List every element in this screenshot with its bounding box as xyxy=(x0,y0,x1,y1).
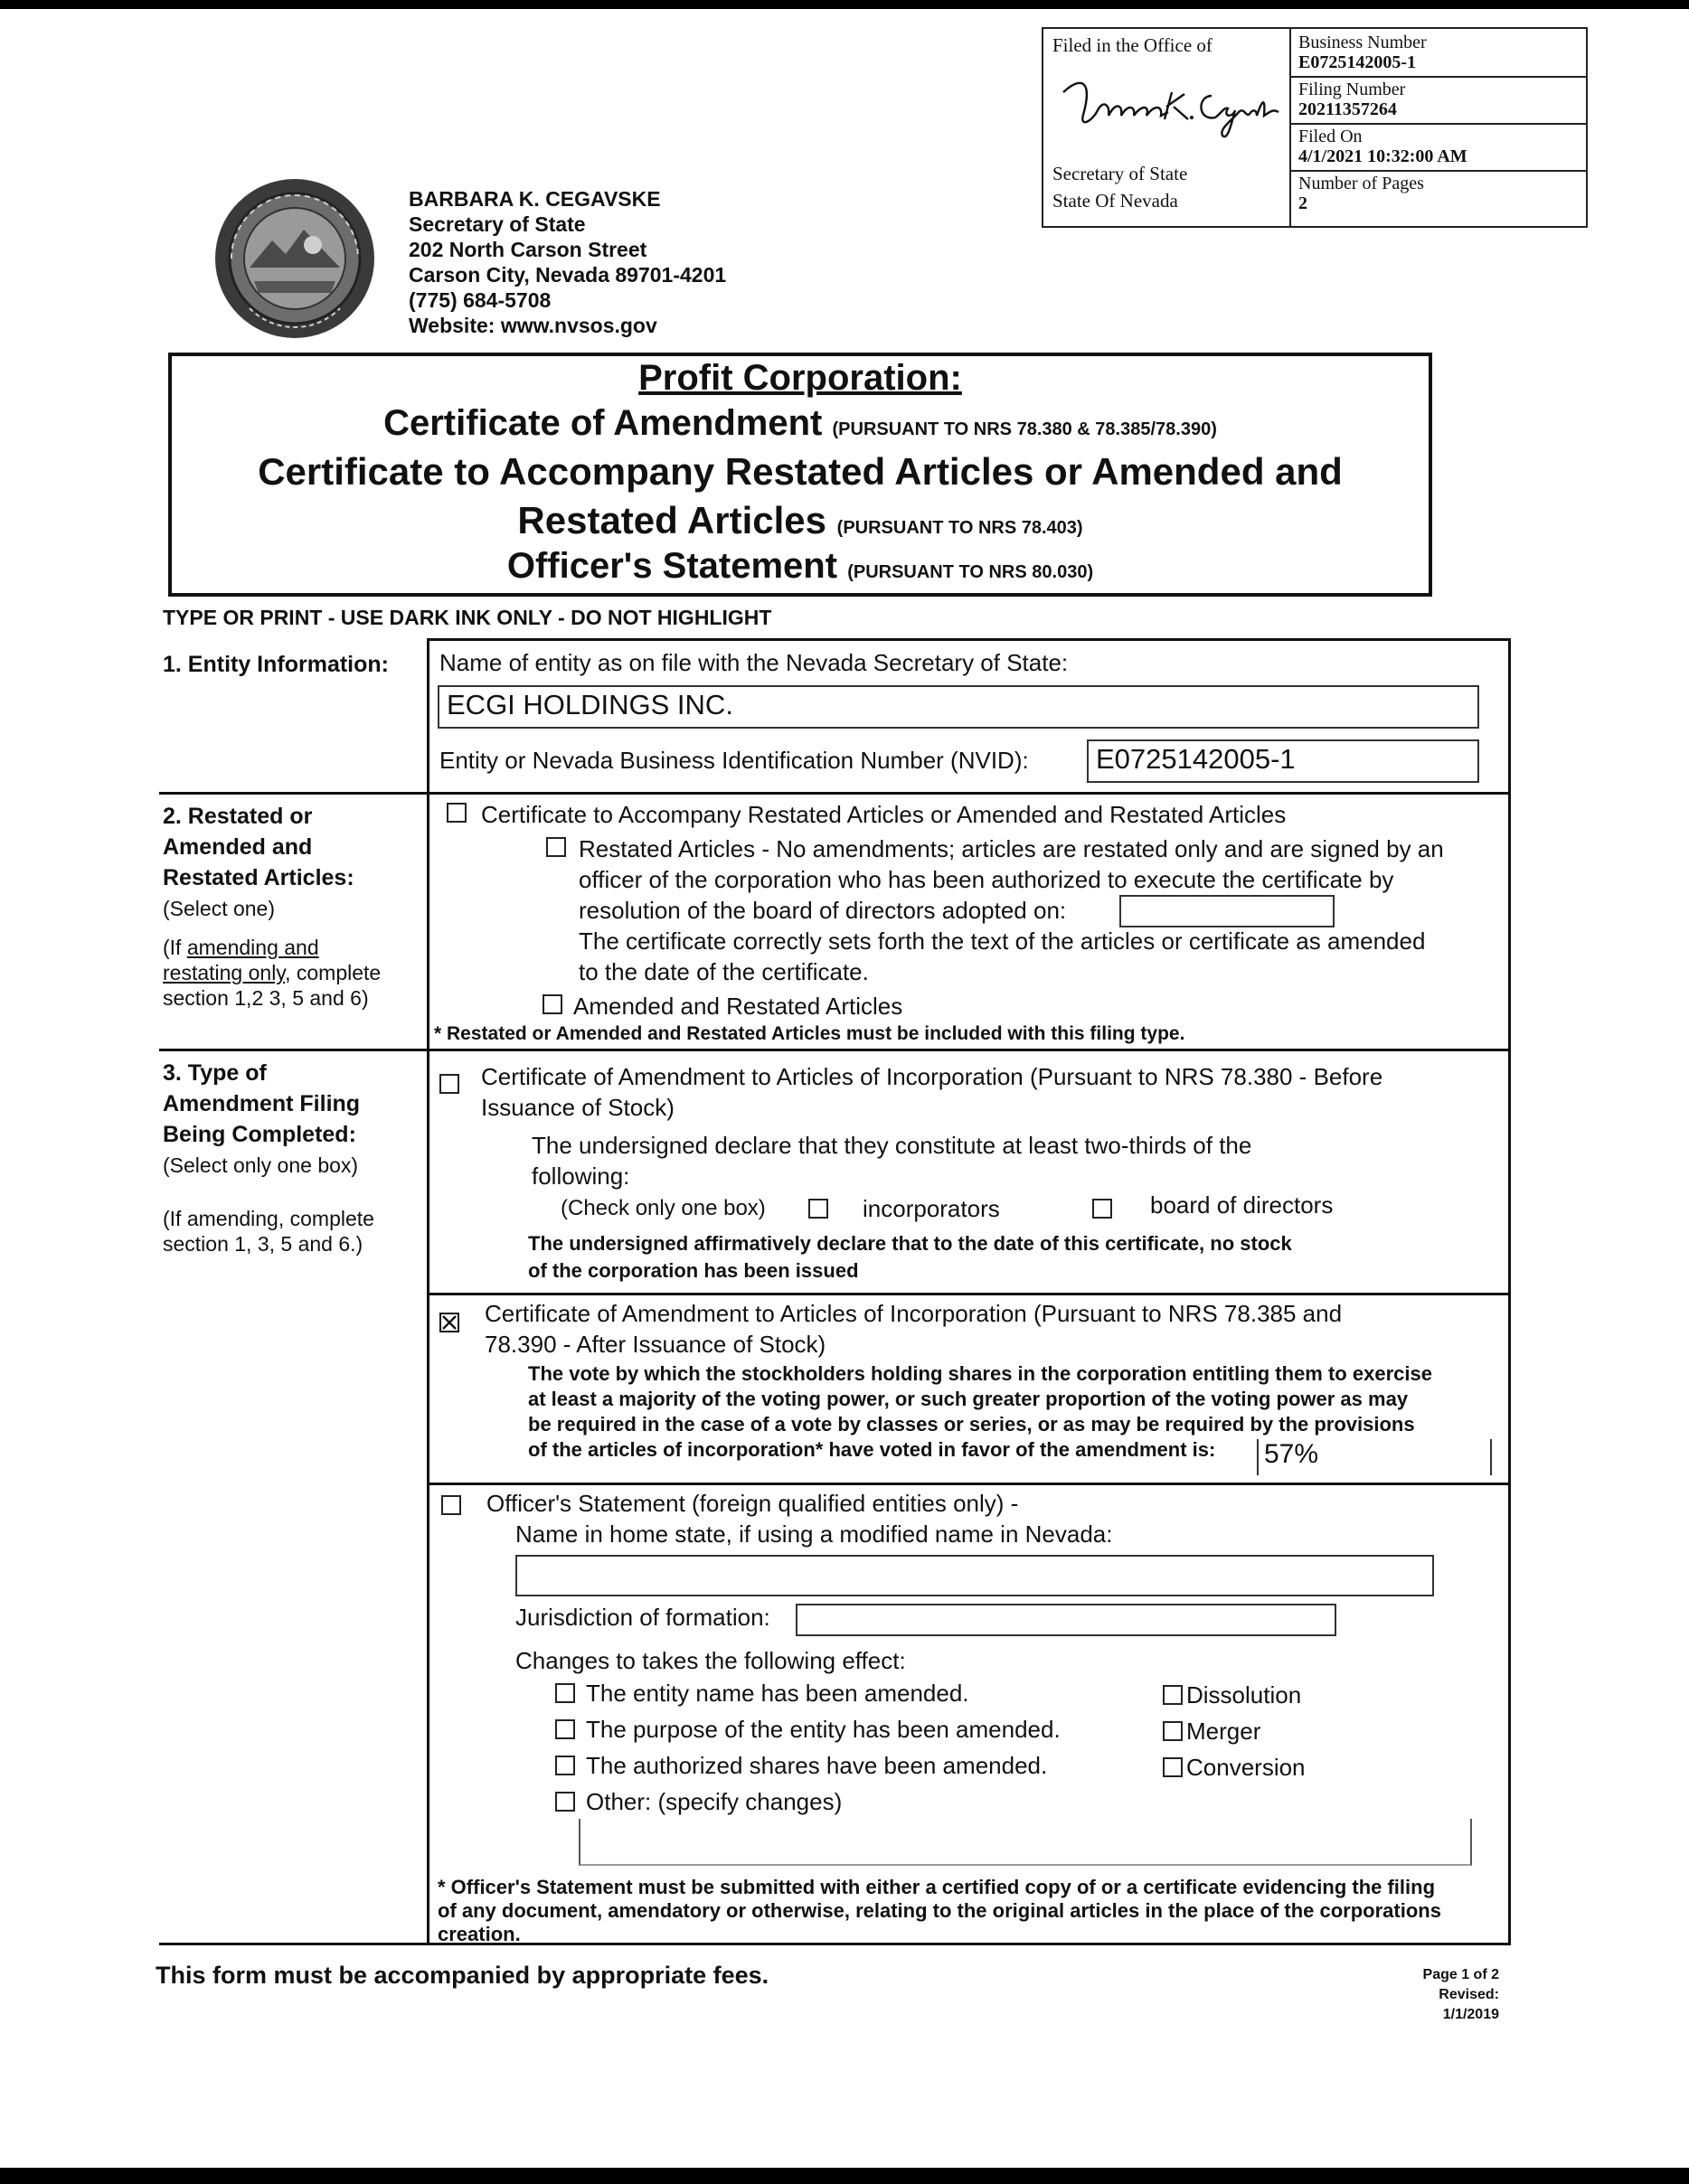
conversion-checkbox[interactable] xyxy=(1163,1757,1183,1777)
section-divider xyxy=(159,1049,1511,1051)
section-divider xyxy=(159,792,1511,795)
scan-border-bottom xyxy=(0,2168,1689,2184)
section1-label: 1. Entity Information: xyxy=(163,652,389,677)
stamp-value: 20211357264 xyxy=(1298,99,1397,119)
nevada-state-seal xyxy=(213,177,376,340)
officers-statement-checkbox[interactable] xyxy=(441,1495,461,1515)
stamp-value: 4/1/2021 10:32:00 AM xyxy=(1298,146,1467,166)
home-state-name-prompt: Name in home state, if using a modified name in Nevada: xyxy=(515,1520,1113,1548)
secretary-name: BARBARA K. CEGAVSKE xyxy=(409,187,661,211)
other-changes-label: Other: (specify changes) xyxy=(586,1788,843,1815)
restated-articles-line: The certificate correctly sets forth the text of the articles or certificate as amended xyxy=(579,927,1426,955)
section3-label-line: Being Completed: xyxy=(163,1122,356,1147)
section2-select: (Select one) xyxy=(163,897,276,920)
ink-instructions: TYPE OR PRINT - USE DARK INK ONLY - DO NOT HIGHLIGHT xyxy=(163,606,772,629)
before-issuance-checkbox[interactable] xyxy=(439,1074,459,1094)
check-only-one-box: (Check only one box) xyxy=(561,1196,766,1220)
amended-restated-checkbox[interactable] xyxy=(543,994,562,1014)
title-certificate-to-accompany: Certificate to Accompany Restated Articles or Amended and xyxy=(258,450,1343,493)
note-text: section 1, 3, 5 and 6.) xyxy=(163,1232,363,1256)
restated-articles-line: Restated Articles - No amendments; articles are restated only and are signed by an xyxy=(579,835,1444,862)
stamp-label: Filing Number xyxy=(1298,80,1406,99)
board-of-directors-label: board of directors xyxy=(1150,1191,1334,1219)
nvid-prompt: Entity or Nevada Business Identification Number (NVID): xyxy=(439,747,1029,774)
jurisdiction-field[interactable] xyxy=(796,1604,1336,1636)
section2-label xyxy=(163,801,354,924)
stamp-office-cell xyxy=(1043,29,1291,226)
before-issuance-line: Certificate of Amendment to Articles of Incorporation (Pursuant to NRS 78.380 - Before xyxy=(481,1063,1383,1090)
scan-border-top xyxy=(0,0,1689,9)
section3-label-line: Amendment Filing xyxy=(163,1091,361,1116)
restated-articles-line: officer of the corporation who has been authorized to execute the certificate by xyxy=(579,866,1394,893)
title-text: Officer's Statement xyxy=(506,546,838,586)
section3-note xyxy=(163,1206,374,1257)
stamp-business-number xyxy=(1291,29,1586,78)
section2-note xyxy=(163,935,381,1011)
form-title-box xyxy=(168,353,1432,597)
entity-name-amended-label: The entity name has been amended. xyxy=(586,1680,969,1707)
section2-label-line: 2. Restated or xyxy=(163,804,313,829)
section3-select: (Select only one box) xyxy=(163,1153,359,1177)
after-issuance-line: Certificate of Amendment to Articles of Incorporation (Pursuant to NRS 78.385 and xyxy=(485,1300,1343,1327)
office-city: Carson City, Nevada 89701-4201 xyxy=(409,263,727,287)
stamp-label: Business Number xyxy=(1298,33,1427,52)
form-frame-top xyxy=(427,638,1511,641)
section2-footnote: * Restated or Amended and Restated Articles must be included with this filing type. xyxy=(434,1023,1185,1044)
incorporators-label: incorporators xyxy=(863,1195,1000,1222)
officer-footnote-line: * Officer's Statement must be submitted with either a certified copy of or a certificate evidencing the filing xyxy=(438,1876,1436,1898)
subsection-divider xyxy=(427,1483,1511,1485)
amended-restated-label: Amended and Restated Articles xyxy=(573,993,903,1020)
affirm-line: of the corporation has been issued xyxy=(528,1259,859,1282)
entity-name-field[interactable]: ECGI HOLDINGS INC. xyxy=(438,685,1479,729)
stamp-label: Filed On xyxy=(1298,127,1363,146)
restated-certificate-label: Certificate to Accompany Restated Articles or Amended and Restated Articles xyxy=(481,801,1287,828)
stamp-number-of-pages xyxy=(1291,170,1586,217)
after-issuance-line: 78.390 - After Issuance of Stock) xyxy=(485,1331,826,1358)
title-statute: (PURSUANT TO NRS 78.380 & 78.385/78.390) xyxy=(832,419,1217,439)
purpose-amended-checkbox[interactable] xyxy=(555,1719,575,1739)
subsection-divider xyxy=(427,1293,1511,1295)
authorized-shares-amended-label: The authorized shares have been amended. xyxy=(586,1752,1048,1779)
other-changes-field[interactable] xyxy=(579,1819,1472,1866)
purpose-amended-label: The purpose of the entity has been amended. xyxy=(586,1716,1061,1743)
fees-notice: This form must be accompanied by appropriate fees. xyxy=(156,1962,769,1989)
officer-footnote-line: creation. xyxy=(438,1923,521,1945)
stamp-filed-in: Filed in the Office of xyxy=(1052,34,1212,56)
vote-percentage-field[interactable]: 57% xyxy=(1257,1439,1492,1475)
office-street: 202 North Carson Street xyxy=(409,238,647,261)
form-frame-bottom xyxy=(159,1943,1511,1945)
office-website: Website: www.nvsos.gov xyxy=(409,314,657,337)
title-text: Certificate of Amendment xyxy=(383,403,823,443)
note-text: , complete xyxy=(285,961,382,984)
restated-articles-checkbox[interactable] xyxy=(546,837,566,857)
stamp-filing-number xyxy=(1291,76,1586,125)
other-changes-checkbox[interactable] xyxy=(555,1792,575,1812)
note-text: amending and xyxy=(186,936,319,959)
affirm-line: The undersigned affirmatively declare that to the date of this certificate, no stock xyxy=(528,1232,1292,1255)
secretary-signature xyxy=(1056,65,1282,146)
note-text: (If xyxy=(163,936,187,959)
section3-label-line: 3. Type of xyxy=(163,1060,267,1086)
title-profit-corporation: Profit Corporation: xyxy=(638,358,962,398)
page-info xyxy=(1383,1965,1499,2025)
stamp-filed-on xyxy=(1291,123,1586,172)
note-text: restating only xyxy=(163,961,286,984)
title-statute: (PURSUANT TO NRS 80.030) xyxy=(847,562,1094,582)
restated-articles-line: to the date of the certificate. xyxy=(579,958,869,985)
vote-line: of the articles of incorporation* have voted in favor of the amendment is: xyxy=(528,1438,1216,1461)
officers-statement-label: Officer's Statement (foreign qualified entities only) - xyxy=(486,1490,1019,1517)
stamp-label: Number of Pages xyxy=(1298,174,1424,193)
vote-line: be required in the case of a vote by classes or series, or as may be required by the provisions xyxy=(528,1413,1415,1436)
note-text: section 1,2 3, 5 and 6) xyxy=(163,986,369,1010)
dissolution-checkbox[interactable] xyxy=(1163,1685,1183,1705)
after-issuance-checkbox-checked[interactable] xyxy=(439,1313,459,1332)
stamp-secretary: Secretary of State xyxy=(1052,163,1188,184)
board-of-directors-checkbox[interactable] xyxy=(1092,1199,1112,1219)
title-statute: (PURSUANT TO NRS 78.403) xyxy=(836,518,1083,538)
vote-line: The vote by which the stockholders holding shares in the corporation entitling them to exercise xyxy=(528,1362,1432,1385)
title-restated-articles xyxy=(172,499,1429,542)
dissolution-label: Dissolution xyxy=(1186,1681,1302,1709)
before-issuance-line: Issuance of Stock) xyxy=(481,1094,675,1121)
officer-footnote-line: of any document, amendatory or otherwise, relating to the original articles in the place of the corporations xyxy=(438,1899,1441,1922)
section2-label-line: Amended and xyxy=(163,834,313,860)
office-address xyxy=(409,186,726,338)
form-frame-right xyxy=(1508,638,1511,1945)
declare-line: following: xyxy=(532,1163,630,1190)
secretary-title: Secretary of State xyxy=(409,212,586,236)
declare-line: The undersigned declare that they constitute at least two-thirds of the xyxy=(532,1132,1252,1159)
stamp-state: State Of Nevada xyxy=(1052,190,1178,212)
jurisdiction-prompt: Jurisdiction of formation: xyxy=(515,1604,770,1631)
home-state-name-field[interactable] xyxy=(515,1555,1434,1596)
stamp-value: E0725142005-1 xyxy=(1298,52,1416,72)
form-column-divider xyxy=(427,638,429,1945)
merger-label: Merger xyxy=(1186,1718,1261,1745)
filing-stamp xyxy=(1042,27,1588,228)
office-phone: (775) 684-5708 xyxy=(409,288,552,312)
board-resolution-date-field[interactable] xyxy=(1119,895,1335,927)
merger-checkbox[interactable] xyxy=(1163,1721,1183,1741)
stamp-details xyxy=(1291,29,1586,226)
authorized-shares-amended-checkbox[interactable] xyxy=(555,1756,575,1775)
section3-label xyxy=(163,1058,360,1181)
vote-line: at least a majority of the voting power, or such greater proportion of the voting power as may xyxy=(528,1388,1409,1410)
revision-date: Revised: 1/1/2019 xyxy=(1439,1987,1499,2022)
changes-prompt: Changes to takes the following effect: xyxy=(515,1647,906,1674)
entity-name-prompt: Name of entity as on file with the Nevada Secretary of State: xyxy=(439,649,1069,676)
title-text: Restated Articles xyxy=(517,499,826,541)
entity-name-amended-checkbox[interactable] xyxy=(555,1683,575,1703)
restated-articles-line: resolution of the board of directors adopted on: xyxy=(579,897,1067,924)
title-certificate-of-amendment xyxy=(172,403,1429,444)
stamp-value: 2 xyxy=(1298,193,1307,213)
incorporators-checkbox[interactable] xyxy=(808,1199,828,1219)
page-number: Page 1 of 2 xyxy=(1422,1967,1499,1982)
restated-certificate-checkbox[interactable] xyxy=(447,803,467,823)
conversion-label: Conversion xyxy=(1186,1754,1306,1781)
title-officers-statement xyxy=(172,546,1429,587)
section2-label-line: Restated Articles: xyxy=(163,865,354,890)
nvid-field[interactable]: E0725142005-1 xyxy=(1087,739,1479,783)
note-text: (If amending, complete xyxy=(163,1207,374,1230)
